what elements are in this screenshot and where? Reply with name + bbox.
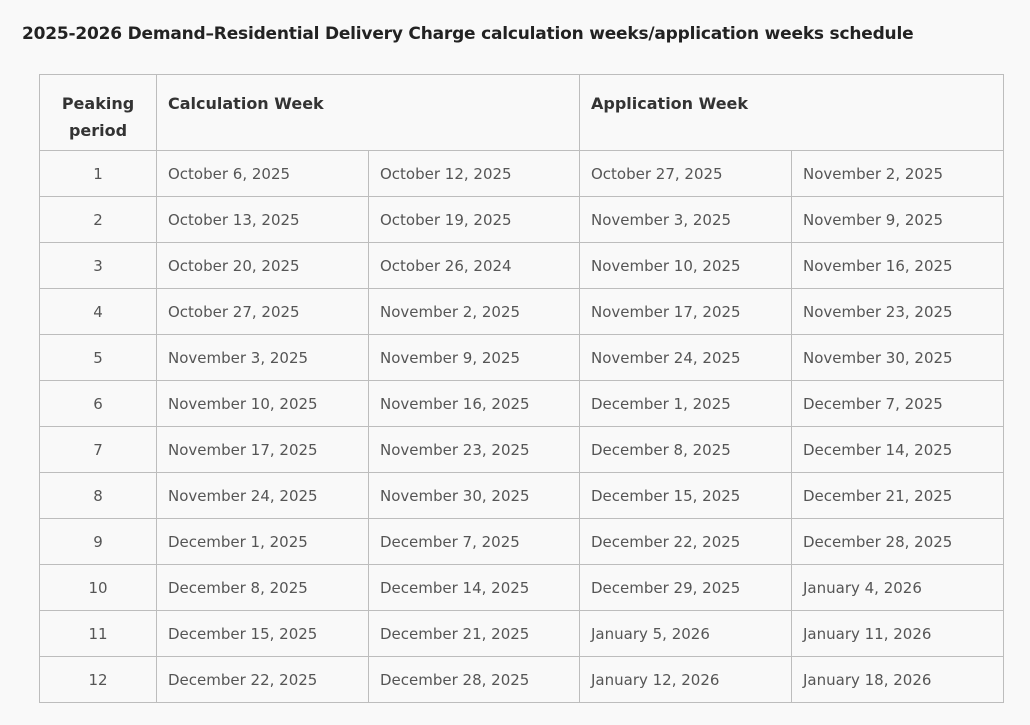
period-cell: 2 — [40, 197, 157, 243]
application-week-end-cell: December 7, 2025 — [792, 381, 1004, 427]
calculation-week-start-cell: October 6, 2025 — [157, 151, 369, 197]
application-week-start-cell: December 1, 2025 — [580, 381, 792, 427]
calculation-week-end-cell: November 9, 2025 — [369, 335, 580, 381]
application-week-start-cell: November 10, 2025 — [580, 243, 792, 289]
peaking-period-header-line2: period — [68, 121, 128, 140]
calculation-week-end-cell: November 30, 2025 — [369, 473, 580, 519]
table-row — [40, 473, 1004, 519]
application-week-start-cell: January 12, 2026 — [580, 657, 792, 703]
application-week-end-cell: January 4, 2026 — [792, 565, 1004, 611]
table-row — [40, 243, 1004, 289]
period-cell: 3 — [40, 243, 157, 289]
application-week-start-cell: December 8, 2025 — [580, 427, 792, 473]
calculation-week-end-cell: November 23, 2025 — [369, 427, 580, 473]
table-row — [40, 519, 1004, 565]
table-row — [40, 335, 1004, 381]
calculation-week-end-cell: October 26, 2024 — [369, 243, 580, 289]
table-body — [40, 151, 1004, 703]
application-week-end-cell: November 9, 2025 — [792, 197, 1004, 243]
application-week-end-cell: November 23, 2025 — [792, 289, 1004, 335]
period-cell: 1 — [40, 151, 157, 197]
application-week-start-cell: January 5, 2026 — [580, 611, 792, 657]
period-cell: 4 — [40, 289, 157, 335]
table-row — [40, 289, 1004, 335]
calculation-week-start-cell: December 15, 2025 — [157, 611, 369, 657]
application-week-end-cell: January 18, 2026 — [792, 657, 1004, 703]
application-week-start-cell: November 17, 2025 — [580, 289, 792, 335]
period-cell: 9 — [40, 519, 157, 565]
calculation-week-start-cell: December 1, 2025 — [157, 519, 369, 565]
calculation-week-end-cell: October 19, 2025 — [369, 197, 580, 243]
table-row — [40, 197, 1004, 243]
calculation-week-end-cell: October 12, 2025 — [369, 151, 580, 197]
application-week-end-cell: November 16, 2025 — [792, 243, 1004, 289]
calculation-week-end-cell: December 14, 2025 — [369, 565, 580, 611]
calculation-week-start-cell: November 10, 2025 — [157, 381, 369, 427]
table-row — [40, 381, 1004, 427]
calculation-week-start-cell: December 8, 2025 — [157, 565, 369, 611]
period-cell: 10 — [40, 565, 157, 611]
period-cell: 8 — [40, 473, 157, 519]
table-row — [40, 565, 1004, 611]
calculation-week-start-cell: December 22, 2025 — [157, 657, 369, 703]
header-row — [40, 75, 1004, 151]
calculation-week-end-cell: December 7, 2025 — [369, 519, 580, 565]
application-week-end-cell: January 11, 2026 — [792, 611, 1004, 657]
period-cell: 12 — [40, 657, 157, 703]
schedule-table — [39, 74, 1004, 703]
table-row — [40, 151, 1004, 197]
application-week-header: Application Week — [580, 75, 1004, 151]
calculation-week-header: Calculation Week — [157, 75, 580, 151]
application-week-start-cell: November 3, 2025 — [580, 197, 792, 243]
period-cell: 5 — [40, 335, 157, 381]
application-week-end-cell: December 14, 2025 — [792, 427, 1004, 473]
calculation-week-start-cell: October 13, 2025 — [157, 197, 369, 243]
period-cell: 6 — [40, 381, 157, 427]
calculation-week-end-cell: December 28, 2025 — [369, 657, 580, 703]
application-week-start-cell: December 29, 2025 — [580, 565, 792, 611]
application-week-end-cell: December 28, 2025 — [792, 519, 1004, 565]
calculation-week-start-cell: November 24, 2025 — [157, 473, 369, 519]
application-week-end-cell: November 2, 2025 — [792, 151, 1004, 197]
application-week-end-cell: November 30, 2025 — [792, 335, 1004, 381]
application-week-end-cell: December 21, 2025 — [792, 473, 1004, 519]
application-week-start-cell: November 24, 2025 — [580, 335, 792, 381]
calculation-week-start-cell: November 17, 2025 — [157, 427, 369, 473]
table-row — [40, 611, 1004, 657]
table-header — [40, 75, 1004, 151]
calculation-week-start-cell: November 3, 2025 — [157, 335, 369, 381]
calculation-week-end-cell: December 21, 2025 — [369, 611, 580, 657]
peaking-period-header — [40, 75, 157, 151]
period-cell: 7 — [40, 427, 157, 473]
table-row — [40, 427, 1004, 473]
calculation-week-start-cell: October 27, 2025 — [157, 289, 369, 335]
page-title: 2025-2026 Demand–Residential Delivery Charge calculation weeks/application weeks schedule — [22, 24, 914, 44]
period-cell: 11 — [40, 611, 157, 657]
application-week-start-cell: October 27, 2025 — [580, 151, 792, 197]
calculation-week-end-cell: November 2, 2025 — [369, 289, 580, 335]
application-week-start-cell: December 15, 2025 — [580, 473, 792, 519]
application-week-start-cell: December 22, 2025 — [580, 519, 792, 565]
calculation-week-start-cell: October 20, 2025 — [157, 243, 369, 289]
table-row — [40, 657, 1004, 703]
peaking-period-header-line1: Peaking — [61, 94, 135, 113]
calculation-week-end-cell: November 16, 2025 — [369, 381, 580, 427]
